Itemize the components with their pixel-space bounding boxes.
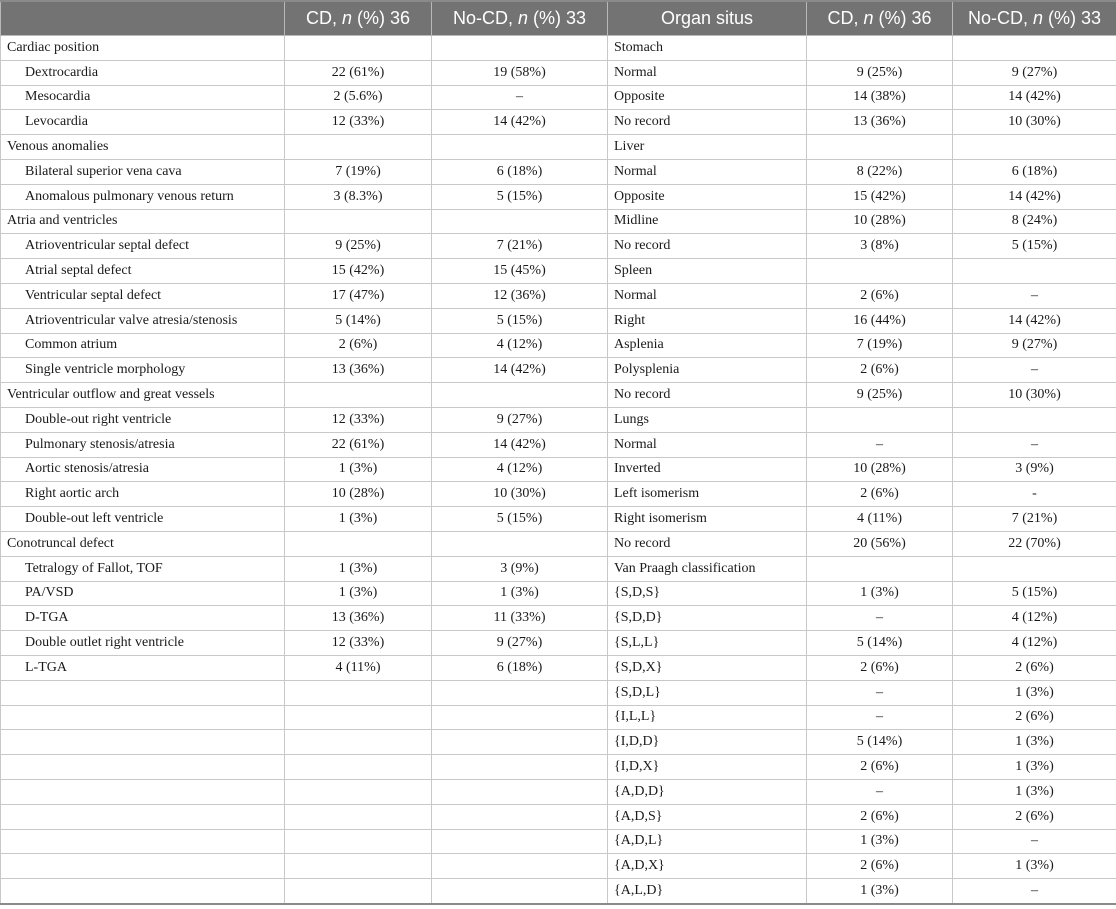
cardiac-label: Conotruncal defect bbox=[1, 531, 285, 556]
cardiac-label: Right aortic arch bbox=[1, 482, 285, 507]
nocd-cardiac-value: 4 (12%) bbox=[432, 457, 608, 482]
header-nocd-prefix: No-CD, bbox=[967, 8, 1033, 28]
cd-cardiac-value: 5 (14%) bbox=[285, 308, 432, 333]
cd-organ-value: – bbox=[807, 705, 953, 730]
cardiac-label: Mesocardia bbox=[1, 85, 285, 110]
cardiac-label: Atrioventricular valve atresia/stenosis bbox=[1, 308, 285, 333]
cd-organ-value bbox=[807, 135, 953, 160]
cd-organ-value: – bbox=[807, 432, 953, 457]
cd-cardiac-value bbox=[285, 531, 432, 556]
cd-organ-value: 14 (38%) bbox=[807, 85, 953, 110]
cd-cardiac-value: 12 (33%) bbox=[285, 110, 432, 135]
nocd-organ-value bbox=[953, 259, 1116, 284]
cd-organ-value: 2 (6%) bbox=[807, 283, 953, 308]
table-row bbox=[1, 507, 1116, 532]
header-cd-prefix: CD, bbox=[305, 8, 342, 28]
table-row bbox=[1, 655, 1116, 680]
nocd-cardiac-value bbox=[432, 383, 608, 408]
cd-organ-value: 13 (36%) bbox=[807, 110, 953, 135]
cd-cardiac-value: 13 (36%) bbox=[285, 358, 432, 383]
nocd-cardiac-value bbox=[432, 804, 608, 829]
nocd-cardiac-value: 7 (21%) bbox=[432, 234, 608, 259]
cd-cardiac-value bbox=[285, 804, 432, 829]
nocd-organ-value: 1 (3%) bbox=[953, 680, 1116, 705]
cardiac-label: Ventricular outflow and great vessels bbox=[1, 383, 285, 408]
cd-organ-value: 15 (42%) bbox=[807, 184, 953, 209]
nocd-cardiac-value: – bbox=[432, 85, 608, 110]
table-row bbox=[1, 581, 1116, 606]
organ-situs-label: Midline bbox=[608, 209, 807, 234]
cd-organ-value: 20 (56%) bbox=[807, 531, 953, 556]
organ-situs-label: Asplenia bbox=[608, 333, 807, 358]
header-n: n bbox=[1032, 8, 1043, 28]
nocd-cardiac-value: 12 (36%) bbox=[432, 283, 608, 308]
organ-situs-label: Right bbox=[608, 308, 807, 333]
cd-cardiac-value: 13 (36%) bbox=[285, 606, 432, 631]
cd-cardiac-value: 1 (3%) bbox=[285, 457, 432, 482]
nocd-organ-value: 3 (9%) bbox=[953, 457, 1116, 482]
cd-organ-value: 2 (6%) bbox=[807, 655, 953, 680]
nocd-organ-value: – bbox=[953, 358, 1116, 383]
cardiac-label: Double outlet right ventricle bbox=[1, 631, 285, 656]
cd-cardiac-value: 2 (6%) bbox=[285, 333, 432, 358]
organ-situs-label: Normal bbox=[608, 432, 807, 457]
table-row bbox=[1, 383, 1116, 408]
nocd-cardiac-value bbox=[432, 879, 608, 904]
organ-situs-label: Spleen bbox=[608, 259, 807, 284]
organ-situs-label: Inverted bbox=[608, 457, 807, 482]
header-n: n bbox=[863, 8, 874, 28]
organ-situs-label: {S,L,L} bbox=[608, 631, 807, 656]
header-nocd-right bbox=[953, 1, 1116, 36]
cd-organ-value: 9 (25%) bbox=[807, 383, 953, 408]
cardiac-label: Atrial septal defect bbox=[1, 259, 285, 284]
cd-organ-value: 4 (11%) bbox=[807, 507, 953, 532]
table-row bbox=[1, 879, 1116, 904]
cardiac-label bbox=[1, 879, 285, 904]
header-row bbox=[1, 1, 1116, 36]
cardiac-label: Tetralogy of Fallot, TOF bbox=[1, 556, 285, 581]
nocd-organ-value: - bbox=[953, 482, 1116, 507]
organ-situs-label: Opposite bbox=[608, 85, 807, 110]
header-n: n bbox=[517, 8, 528, 28]
organ-situs-label: Stomach bbox=[608, 36, 807, 61]
cardiac-label: Aortic stenosis/atresia bbox=[1, 457, 285, 482]
cardiac-label: Venous anomalies bbox=[1, 135, 285, 160]
table-row bbox=[1, 407, 1116, 432]
cardiac-label: Single ventricle morphology bbox=[1, 358, 285, 383]
cd-cardiac-value bbox=[285, 705, 432, 730]
table-row bbox=[1, 680, 1116, 705]
cardiac-label: Atria and ventricles bbox=[1, 209, 285, 234]
nocd-organ-value: 9 (27%) bbox=[953, 333, 1116, 358]
nocd-cardiac-value bbox=[432, 755, 608, 780]
nocd-cardiac-value: 6 (18%) bbox=[432, 655, 608, 680]
nocd-organ-value: 4 (12%) bbox=[953, 606, 1116, 631]
organ-situs-label: {I,L,L} bbox=[608, 705, 807, 730]
cd-organ-value: 1 (3%) bbox=[807, 581, 953, 606]
cardiac-label: Ventricular septal defect bbox=[1, 283, 285, 308]
organ-situs-label: No record bbox=[608, 383, 807, 408]
cd-cardiac-value: 1 (3%) bbox=[285, 581, 432, 606]
cd-organ-value: – bbox=[807, 779, 953, 804]
cardiac-label: Double-out left ventricle bbox=[1, 507, 285, 532]
organ-situs-label: Right isomerism bbox=[608, 507, 807, 532]
header-empty bbox=[1, 1, 285, 36]
nocd-cardiac-value: 6 (18%) bbox=[432, 159, 608, 184]
nocd-cardiac-value: 5 (15%) bbox=[432, 184, 608, 209]
table-row bbox=[1, 779, 1116, 804]
organ-situs-label: Lungs bbox=[608, 407, 807, 432]
nocd-organ-value: 7 (21%) bbox=[953, 507, 1116, 532]
nocd-cardiac-value bbox=[432, 36, 608, 61]
nocd-organ-value: – bbox=[953, 879, 1116, 904]
nocd-organ-value: – bbox=[953, 432, 1116, 457]
table-row bbox=[1, 829, 1116, 854]
nocd-organ-value: 5 (15%) bbox=[953, 581, 1116, 606]
header-cd-right bbox=[807, 1, 953, 36]
cardiac-label: Anomalous pulmonary venous return bbox=[1, 184, 285, 209]
nocd-organ-value: 14 (42%) bbox=[953, 184, 1116, 209]
cd-organ-value: 2 (6%) bbox=[807, 854, 953, 879]
table-row bbox=[1, 60, 1116, 85]
nocd-cardiac-value bbox=[432, 730, 608, 755]
organ-situs-label: {I,D,X} bbox=[608, 755, 807, 780]
cd-cardiac-value: 22 (61%) bbox=[285, 60, 432, 85]
header-nocd-prefix: No-CD, bbox=[452, 8, 518, 28]
cardiac-label bbox=[1, 705, 285, 730]
cd-cardiac-value: 12 (33%) bbox=[285, 407, 432, 432]
cd-cardiac-value: 2 (5.6%) bbox=[285, 85, 432, 110]
cd-organ-value: 2 (6%) bbox=[807, 755, 953, 780]
table-row bbox=[1, 531, 1116, 556]
cd-cardiac-value bbox=[285, 730, 432, 755]
organ-situs-label: No record bbox=[608, 110, 807, 135]
cd-organ-value: – bbox=[807, 680, 953, 705]
table-row bbox=[1, 333, 1116, 358]
table-row bbox=[1, 184, 1116, 209]
table-row bbox=[1, 457, 1116, 482]
cd-organ-value bbox=[807, 407, 953, 432]
organ-situs-label: Liver bbox=[608, 135, 807, 160]
cardiac-label bbox=[1, 829, 285, 854]
table-row bbox=[1, 358, 1116, 383]
organ-situs-label: No record bbox=[608, 531, 807, 556]
cardiac-label: PA/VSD bbox=[1, 581, 285, 606]
cd-organ-value: 1 (3%) bbox=[807, 829, 953, 854]
nocd-cardiac-value: 14 (42%) bbox=[432, 358, 608, 383]
cardiac-label: Double-out right ventricle bbox=[1, 407, 285, 432]
header-organ-situs: Organ situs bbox=[608, 1, 807, 36]
organ-situs-label: No record bbox=[608, 234, 807, 259]
cd-organ-value: 9 (25%) bbox=[807, 60, 953, 85]
nocd-cardiac-value: 3 (9%) bbox=[432, 556, 608, 581]
cd-organ-value: 10 (28%) bbox=[807, 209, 953, 234]
cd-cardiac-value bbox=[285, 209, 432, 234]
cardiac-label bbox=[1, 779, 285, 804]
cd-organ-value: 2 (6%) bbox=[807, 804, 953, 829]
cardiac-label: Cardiac position bbox=[1, 36, 285, 61]
table-row bbox=[1, 283, 1116, 308]
nocd-organ-value: 2 (6%) bbox=[953, 655, 1116, 680]
nocd-cardiac-value bbox=[432, 705, 608, 730]
nocd-organ-value: 1 (3%) bbox=[953, 755, 1116, 780]
nocd-cardiac-value: 9 (27%) bbox=[432, 407, 608, 432]
nocd-organ-value: 10 (30%) bbox=[953, 110, 1116, 135]
table-row bbox=[1, 110, 1116, 135]
nocd-organ-value: 1 (3%) bbox=[953, 730, 1116, 755]
cd-cardiac-value bbox=[285, 680, 432, 705]
cd-cardiac-value: 4 (11%) bbox=[285, 655, 432, 680]
cd-cardiac-value: 1 (3%) bbox=[285, 507, 432, 532]
organ-situs-label: {S,D,L} bbox=[608, 680, 807, 705]
nocd-cardiac-value: 9 (27%) bbox=[432, 631, 608, 656]
nocd-cardiac-value bbox=[432, 779, 608, 804]
organ-situs-label: {S,D,D} bbox=[608, 606, 807, 631]
header-n: n bbox=[341, 8, 352, 28]
cardiac-label: Common atrium bbox=[1, 333, 285, 358]
nocd-organ-value: 14 (42%) bbox=[953, 85, 1116, 110]
cardiac-label bbox=[1, 755, 285, 780]
nocd-cardiac-value bbox=[432, 680, 608, 705]
nocd-cardiac-value bbox=[432, 829, 608, 854]
cd-organ-value: 3 (8%) bbox=[807, 234, 953, 259]
nocd-cardiac-value: 5 (15%) bbox=[432, 507, 608, 532]
table-row bbox=[1, 308, 1116, 333]
cd-organ-value: 1 (3%) bbox=[807, 879, 953, 904]
organ-situs-label: {I,D,D} bbox=[608, 730, 807, 755]
table-row bbox=[1, 432, 1116, 457]
table-row bbox=[1, 159, 1116, 184]
nocd-organ-value: 4 (12%) bbox=[953, 631, 1116, 656]
cd-cardiac-value: 22 (61%) bbox=[285, 432, 432, 457]
cardiac-label: Levocardia bbox=[1, 110, 285, 135]
cd-cardiac-value bbox=[285, 383, 432, 408]
table-header bbox=[1, 1, 1116, 36]
cardiac-label bbox=[1, 854, 285, 879]
header-cd-suffix: (%) 36 bbox=[351, 8, 411, 28]
table-row bbox=[1, 482, 1116, 507]
cd-cardiac-value bbox=[285, 36, 432, 61]
nocd-organ-value: 2 (6%) bbox=[953, 804, 1116, 829]
table-row bbox=[1, 209, 1116, 234]
cd-cardiac-value bbox=[285, 135, 432, 160]
organ-situs-label: Opposite bbox=[608, 184, 807, 209]
table-row bbox=[1, 705, 1116, 730]
nocd-cardiac-value: 10 (30%) bbox=[432, 482, 608, 507]
cd-cardiac-value: 9 (25%) bbox=[285, 234, 432, 259]
nocd-cardiac-value: 14 (42%) bbox=[432, 110, 608, 135]
cd-organ-value bbox=[807, 556, 953, 581]
organ-situs-label: {A,D,X} bbox=[608, 854, 807, 879]
header-nocd-suffix: (%) 33 bbox=[1043, 8, 1102, 28]
nocd-cardiac-value bbox=[432, 854, 608, 879]
nocd-cardiac-value bbox=[432, 531, 608, 556]
cardiac-label bbox=[1, 804, 285, 829]
nocd-organ-value: 22 (70%) bbox=[953, 531, 1116, 556]
cd-organ-value bbox=[807, 36, 953, 61]
cd-organ-value: 2 (6%) bbox=[807, 358, 953, 383]
nocd-cardiac-value: 1 (3%) bbox=[432, 581, 608, 606]
organ-situs-label: Normal bbox=[608, 283, 807, 308]
cardiac-label bbox=[1, 730, 285, 755]
organ-situs-label: Van Praagh classification bbox=[608, 556, 807, 581]
organ-situs-label: {S,D,X} bbox=[608, 655, 807, 680]
cd-organ-value: 16 (44%) bbox=[807, 308, 953, 333]
cardiac-label: Dextrocardia bbox=[1, 60, 285, 85]
nocd-organ-value: – bbox=[953, 283, 1116, 308]
table-row bbox=[1, 135, 1116, 160]
cd-cardiac-value bbox=[285, 879, 432, 904]
cd-cardiac-value bbox=[285, 779, 432, 804]
cd-organ-value: – bbox=[807, 606, 953, 631]
nocd-organ-value: 6 (18%) bbox=[953, 159, 1116, 184]
header-cd-left bbox=[285, 1, 432, 36]
organ-situs-label: {A,D,D} bbox=[608, 779, 807, 804]
header-nocd-suffix: (%) 33 bbox=[528, 8, 587, 28]
table-row bbox=[1, 730, 1116, 755]
organ-situs-label: Normal bbox=[608, 60, 807, 85]
organ-situs-label: {A,D,L} bbox=[608, 829, 807, 854]
table-row bbox=[1, 755, 1116, 780]
nocd-cardiac-value: 14 (42%) bbox=[432, 432, 608, 457]
organ-situs-label: Polysplenia bbox=[608, 358, 807, 383]
nocd-organ-value: 5 (15%) bbox=[953, 234, 1116, 259]
cardiac-label bbox=[1, 680, 285, 705]
nocd-organ-value bbox=[953, 556, 1116, 581]
cd-organ-value: 8 (22%) bbox=[807, 159, 953, 184]
organ-situs-label: {A,D,S} bbox=[608, 804, 807, 829]
cardiac-label: Pulmonary stenosis/atresia bbox=[1, 432, 285, 457]
cd-organ-value: 5 (14%) bbox=[807, 730, 953, 755]
table-row bbox=[1, 804, 1116, 829]
nocd-organ-value: 8 (24%) bbox=[953, 209, 1116, 234]
cd-cardiac-value bbox=[285, 854, 432, 879]
nocd-cardiac-value: 5 (15%) bbox=[432, 308, 608, 333]
table-row bbox=[1, 556, 1116, 581]
table-row bbox=[1, 259, 1116, 284]
cd-organ-value: 5 (14%) bbox=[807, 631, 953, 656]
nocd-cardiac-value bbox=[432, 135, 608, 160]
table-row bbox=[1, 234, 1116, 259]
nocd-organ-value bbox=[953, 36, 1116, 61]
organ-situs-label: {S,D,S} bbox=[608, 581, 807, 606]
header-cd-prefix: CD, bbox=[827, 8, 864, 28]
nocd-cardiac-value bbox=[432, 209, 608, 234]
table-row bbox=[1, 85, 1116, 110]
header-nocd-left bbox=[432, 1, 608, 36]
header-cd-suffix: (%) 36 bbox=[873, 8, 932, 28]
table-row bbox=[1, 606, 1116, 631]
cd-organ-value: 10 (28%) bbox=[807, 457, 953, 482]
cd-cardiac-value: 10 (28%) bbox=[285, 482, 432, 507]
cardiac-label: D-TGA bbox=[1, 606, 285, 631]
cd-organ-value: 2 (6%) bbox=[807, 482, 953, 507]
cardiac-label: L-TGA bbox=[1, 655, 285, 680]
nocd-organ-value: 1 (3%) bbox=[953, 854, 1116, 879]
table-row bbox=[1, 631, 1116, 656]
cd-cardiac-value: 12 (33%) bbox=[285, 631, 432, 656]
nocd-cardiac-value: 19 (58%) bbox=[432, 60, 608, 85]
nocd-cardiac-value: 4 (12%) bbox=[432, 333, 608, 358]
nocd-cardiac-value: 11 (33%) bbox=[432, 606, 608, 631]
cd-organ-value: 7 (19%) bbox=[807, 333, 953, 358]
cd-cardiac-value: 17 (47%) bbox=[285, 283, 432, 308]
cd-cardiac-value bbox=[285, 829, 432, 854]
organ-situs-label: Left isomerism bbox=[608, 482, 807, 507]
table-row bbox=[1, 36, 1116, 61]
nocd-organ-value: 2 (6%) bbox=[953, 705, 1116, 730]
nocd-organ-value: 14 (42%) bbox=[953, 308, 1116, 333]
cd-cardiac-value: 7 (19%) bbox=[285, 159, 432, 184]
cd-organ-value bbox=[807, 259, 953, 284]
organ-situs-label: Normal bbox=[608, 159, 807, 184]
cd-cardiac-value bbox=[285, 755, 432, 780]
nocd-organ-value: – bbox=[953, 829, 1116, 854]
cardiac-label: Bilateral superior vena cava bbox=[1, 159, 285, 184]
nocd-cardiac-value: 15 (45%) bbox=[432, 259, 608, 284]
cardiac-label: Atrioventricular septal defect bbox=[1, 234, 285, 259]
organ-situs-label: {A,L,D} bbox=[608, 879, 807, 904]
nocd-organ-value: 1 (3%) bbox=[953, 779, 1116, 804]
nocd-organ-value bbox=[953, 135, 1116, 160]
table-row bbox=[1, 854, 1116, 879]
cd-cardiac-value: 3 (8.3%) bbox=[285, 184, 432, 209]
table-body bbox=[1, 36, 1116, 904]
cd-cardiac-value: 1 (3%) bbox=[285, 556, 432, 581]
nocd-organ-value: 9 (27%) bbox=[953, 60, 1116, 85]
nocd-organ-value: 10 (30%) bbox=[953, 383, 1116, 408]
cd-cardiac-value: 15 (42%) bbox=[285, 259, 432, 284]
nocd-organ-value bbox=[953, 407, 1116, 432]
